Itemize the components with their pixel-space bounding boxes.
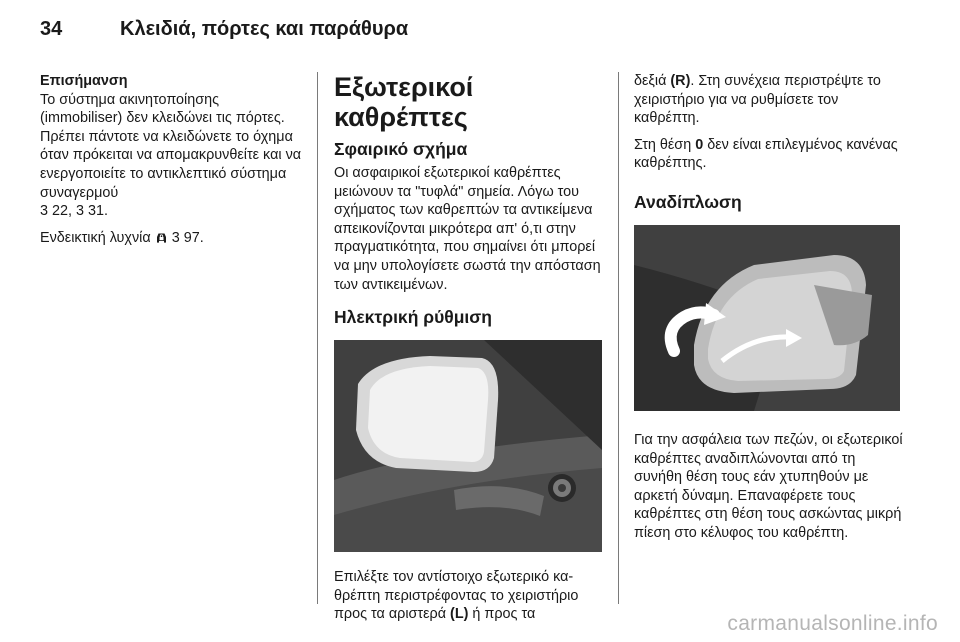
chapter-title: Κλειδιά, πόρτες και παράθυρα: [120, 18, 409, 40]
zero-text-part: δεν είναι επιλεγμένος κανένας καθρέπτης.: [634, 136, 898, 172]
mirror-fold-illustration: [634, 225, 900, 411]
page-number: 34: [40, 18, 63, 40]
electric-text-part: Επιλέξτε τον αντίστοιχο εξωτερικό καθρέπτη περιστρέφοντας το χειριστήριο προς τα αριστερά: [334, 569, 579, 623]
car-lock-icon: [155, 231, 168, 243]
fold-text: Για την ασφάλεια των πεζών, οι εξωτερικοί καθρέπτες αναδιπλώνονται από τη συνήθη θέση τους εάν χτυπηθούν με αρκετή δύναμη. Επαναφέρετε τους καθρέπτες στη θέση τους ασκώντας μικρή πίεση στο κέλυφος του καθρέπτη.: [634, 431, 903, 541]
right-text-part: . Στη συνέχεια περιστρέψτε το χειριστήριο για να ρυθμίσετε τον καθρέπτη.: [634, 73, 881, 127]
indicator-text: Ενδεικτική λυχνία: [40, 229, 151, 246]
electric-text: [334, 568, 602, 624]
page-header: [0, 0, 960, 58]
electric-text-part: ή προς τα: [472, 606, 536, 623]
left-position-label: (L): [450, 606, 469, 623]
right-text-part: δεξιά: [634, 73, 667, 89]
right-position-label: (R): [670, 73, 691, 89]
column-right: [634, 72, 904, 551]
zero-text-part: Στη θέση: [634, 136, 692, 153]
section-title: Εξωτερικοί καθρέπτες: [334, 72, 474, 132]
watermark: carmanualsonline.info: [727, 612, 938, 635]
indicator-page-ref: 3 97.: [171, 229, 204, 246]
indicator-line: [40, 229, 302, 248]
column-middle: [334, 72, 602, 632]
mirror-adjust-illustration: [334, 340, 602, 552]
note-text: Το σύστημα ακινητοποίησης (immobiliser) δεν κλειδώνει τις πόρτες. Πρέπει πάντοτε να κλειδώνετε το όχημα όταν πρόκειται να απομακρυνθείτε και να ενεργοποιείτε το αντικλεπτικό σύστημα συναγερμού: [40, 91, 302, 201]
convex-heading: Σφαιρικό σχήμα: [334, 139, 468, 159]
column-divider: [317, 72, 318, 604]
electric-heading: Ηλεκτρική ρύθμιση: [334, 307, 492, 328]
column-divider: [618, 72, 619, 604]
zero-text: [634, 136, 904, 173]
convex-text: Οι ασφαιρικοί εξωτερικοί καθρέπτες μειώνουν τα "τυφλά" σημεία. Λόγω του σχήματος των καθρεπτών τα αντικείμενα απεικονίζονται μικρότερα απ' ό,τι στην πραγματικότητα, που σημαίνει ότι μπορεί να μην υπολογίσετε σωστά την απόσταση των αντικειμένων.: [334, 165, 601, 293]
note-heading: Επισήμανση: [40, 73, 128, 89]
zero-position-label: 0: [695, 136, 704, 153]
fold-heading: Αναδίπλωση: [634, 191, 742, 212]
note-page-refs: 3 22, 3 31.: [40, 203, 109, 220]
immobiliser-note: [40, 72, 302, 221]
right-text: [634, 72, 904, 128]
column-left: [40, 72, 302, 255]
